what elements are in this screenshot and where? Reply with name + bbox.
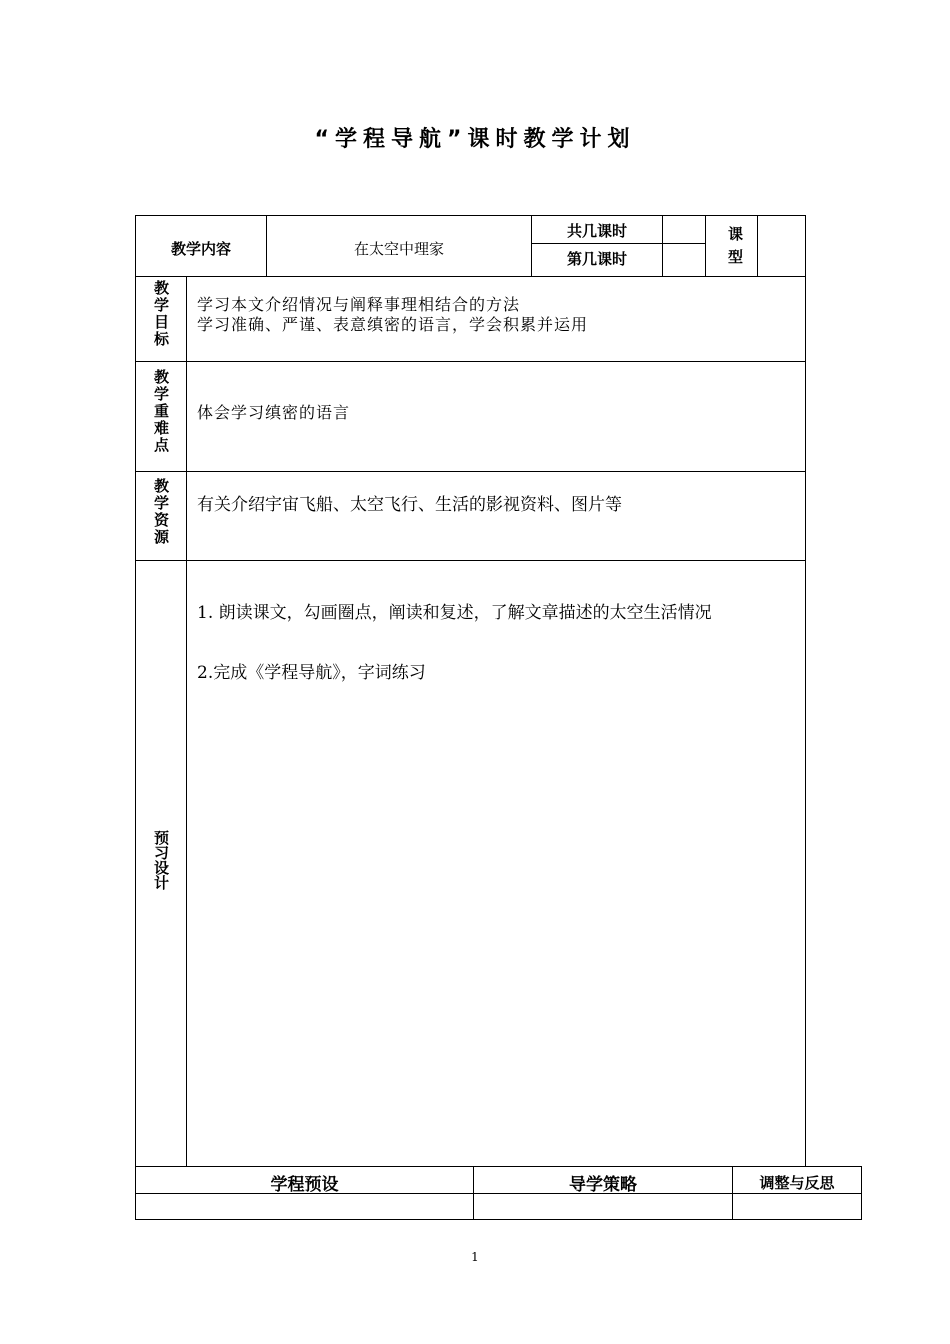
goal-line-2: 学习准确、严谨、表意缜密的语言，学会积累并运用 (197, 315, 589, 334)
bottom-col-2-header: 导学策略 (569, 1175, 637, 1195)
goal-line-1: 学习本文介绍情况与阐释事理相结合的方法 (197, 295, 521, 314)
preview-item-1: 1. 朗读课文，勾画圈点，阐读和复述，了解文章描述的太空生活情况 (197, 603, 712, 623)
resources-text: 有关介绍宇宙飞船、太空飞行、生活的影视资料、图片等 (197, 495, 622, 515)
preview-label: 预习设计 (152, 830, 170, 890)
difficulty-text: 体会学习缜密的语言 (197, 403, 351, 422)
content-value: 在太空中理家 (353, 240, 444, 258)
difficulty-label: 教学重难点 (152, 369, 170, 454)
bottom-col-1-header: 学程预设 (270, 1175, 339, 1195)
period-number-label: 第几课时 (566, 250, 627, 268)
content-label: 教学内容 (170, 240, 231, 258)
preview-item-2: 2.完成《学程导航》，字词练习 (197, 663, 426, 683)
page-title: “学程导航”课时教学计划 (314, 127, 636, 152)
bottom-col-3-header: 调整与反思 (759, 1174, 835, 1192)
goals-label: 教学目标 (152, 280, 170, 348)
total-periods-label: 共几课时 (566, 222, 627, 240)
page-number: 1 (471, 1250, 479, 1264)
lesson-type-label: 课型 (726, 226, 744, 272)
resources-label: 教学资源 (152, 478, 170, 546)
